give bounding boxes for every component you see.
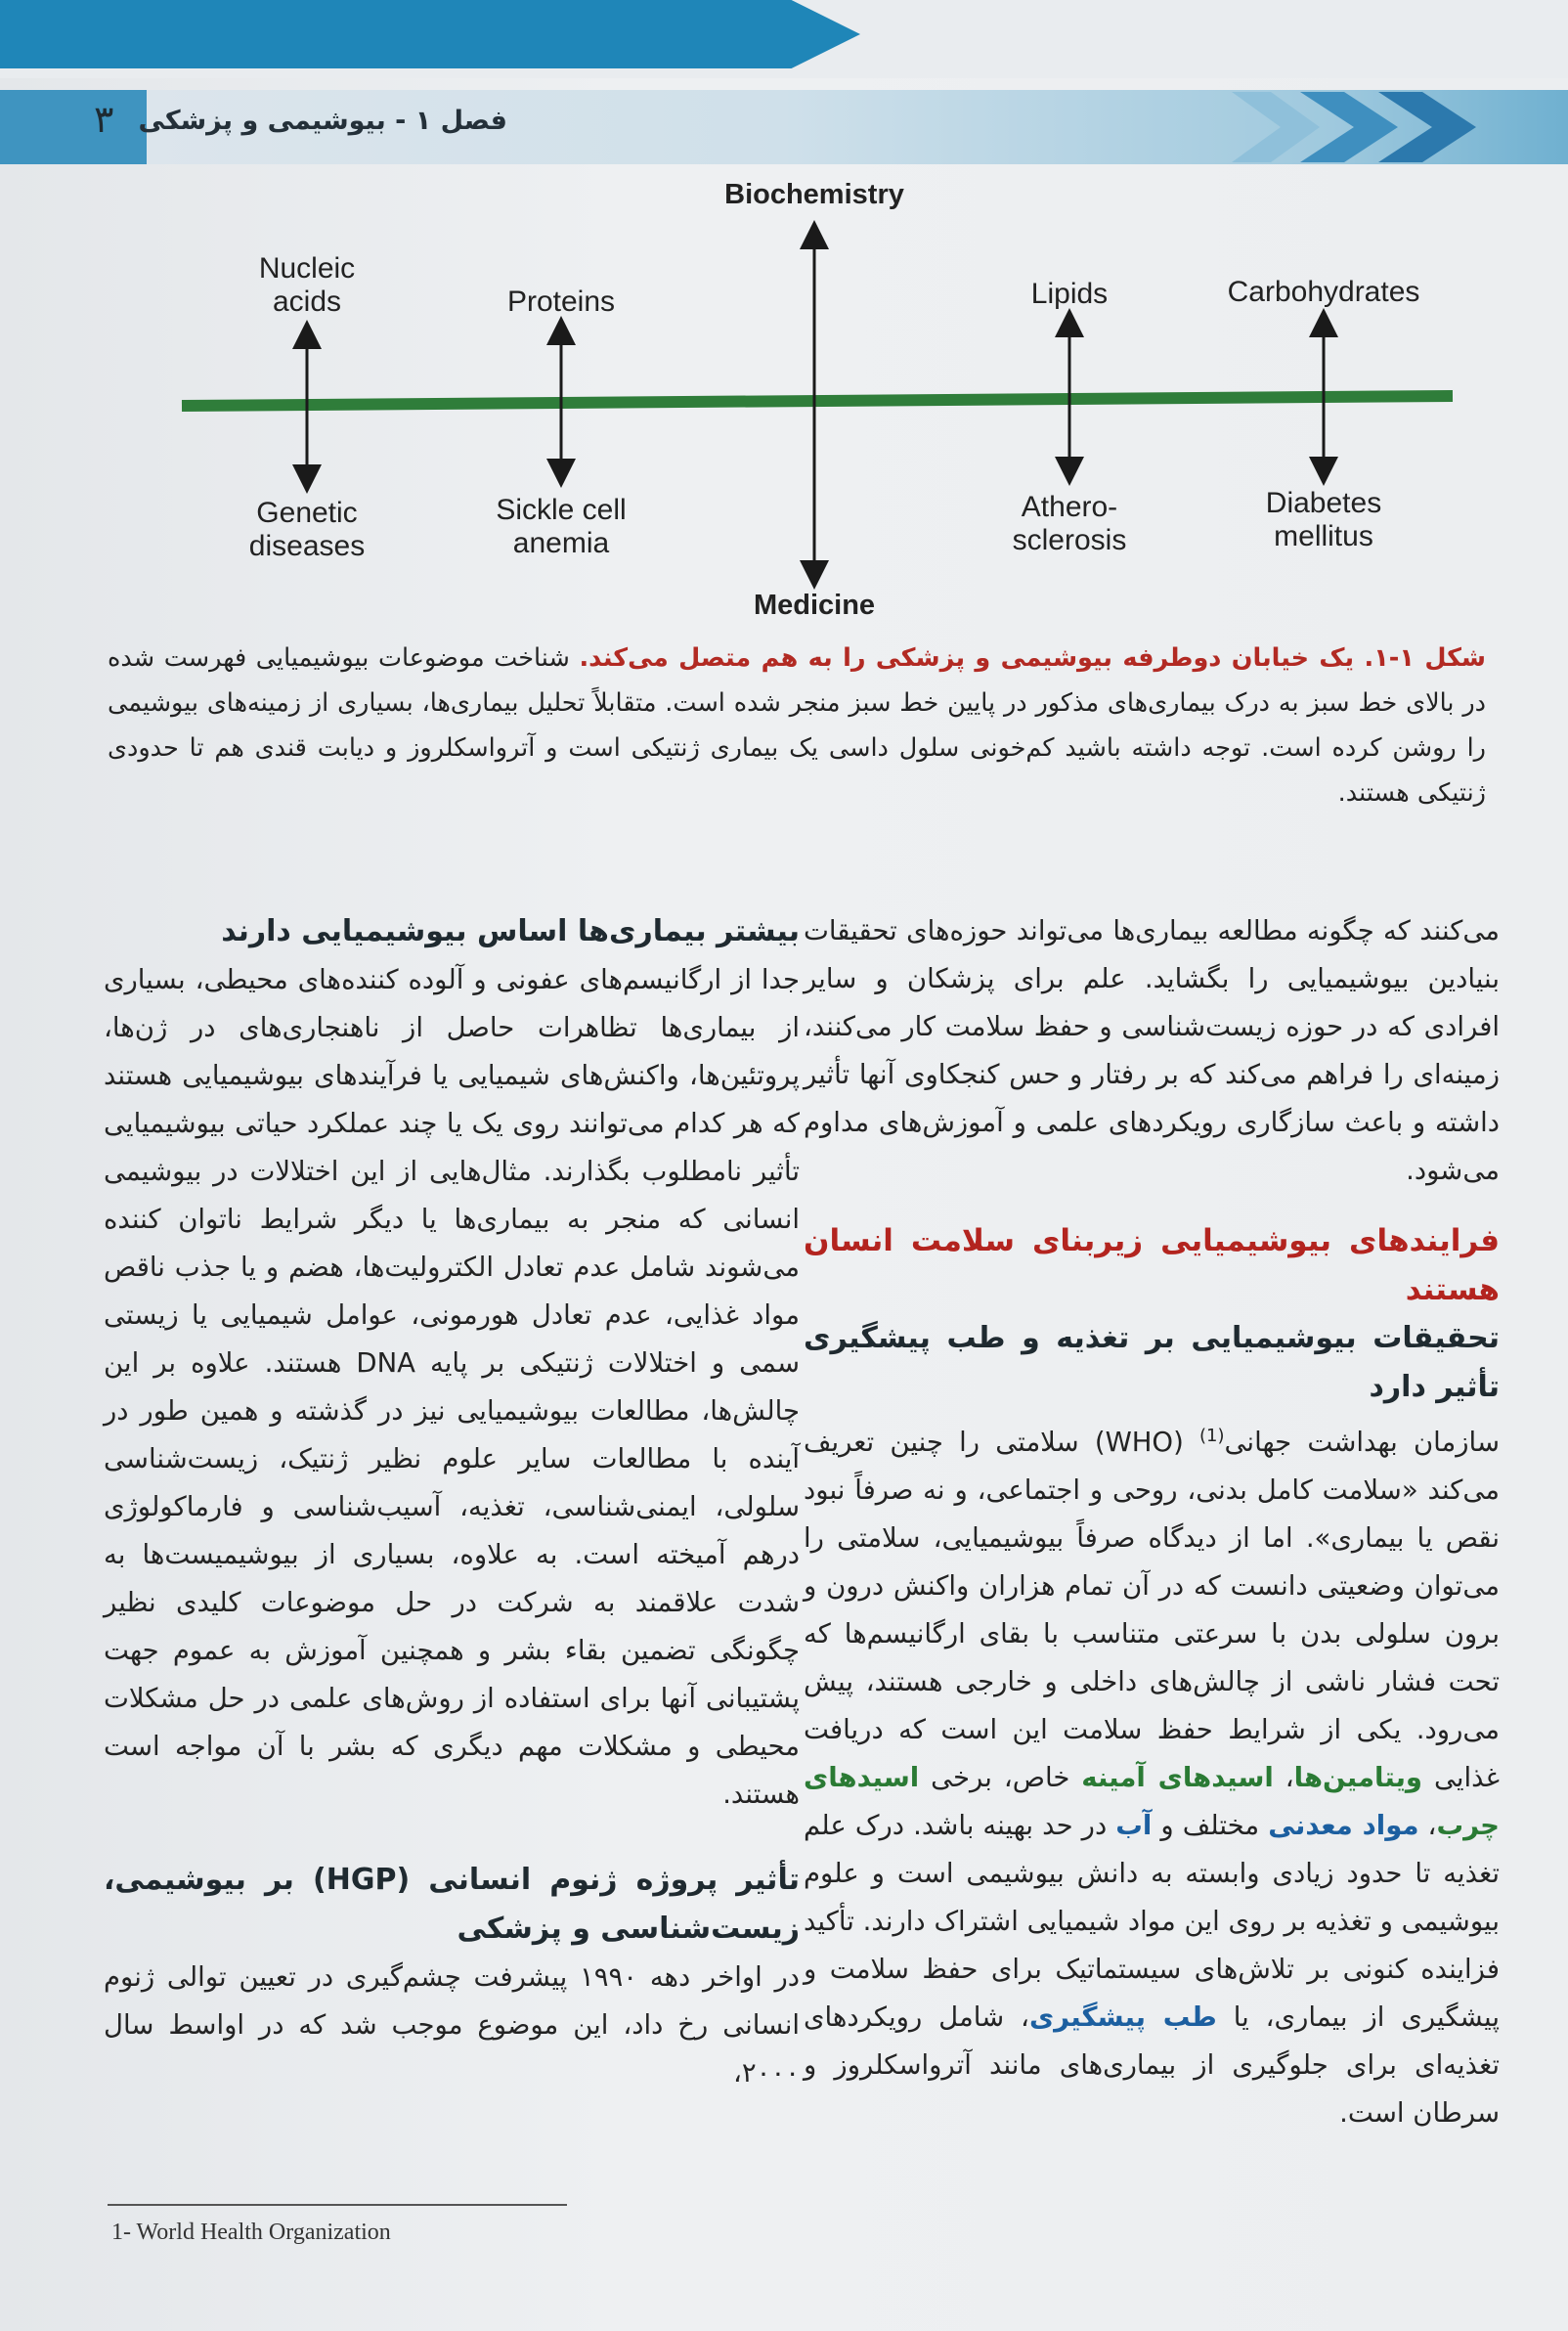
text-span: ، [1418,1810,1437,1842]
term-vitamins: ویتامین‌ها [1293,1762,1423,1794]
green-divider-line [182,396,1453,406]
caption-body: شناخت موضوعات بیوشیمیایی فهرست شده در بالای خط سبز به درک بیماری‌های مذکور در پایین خط سبز منجر شده است. متقابلاً تحلیل بیماری‌ها، بسیاری از زمینه‌های بیوشیمی را روشن کرده است. توجه داشته باشید کم‌خونی سلول داسی یک بیماری ژنتیکی است و آترواسکلروز و دیابت قندی هم تا حدودی ژنتیکی هستند. [108,643,1486,808]
right-column [804,907,1500,2137]
term-water: آب [1115,1810,1153,1842]
section-heading: تأثیر پروژه ژنوم انسانی (HGP) بر بیوشیمی، زیست‌شناسی و پزشکی [104,1863,800,1946]
diabetes-mellitus-label: Diabetes mellitus [1265,487,1382,552]
medicine-label: Medicine [753,590,876,621]
term-fatty-acids: اسیدهای چرب [804,1762,1500,1842]
paragraph [804,1412,1500,2137]
paragraph: در اواخر دهه ۱۹۹۰ پیشرفت چشم‌گیری در تعیین توالی ژنوم انسانی رخ داد، این موضوع موجب شد که در اواسط سال ۲۰۰۰، [104,1961,801,2089]
diagram-graphic [147,166,1476,636]
text-span: ، شامل رویکردهای تغذیه‌ای برای جلوگیری از بیماری‌های مانند آترواسکلروز و سرطان است. [804,2001,1500,2130]
top-arrow-banner [0,0,860,68]
text-span: خاص، برخی [919,1762,1082,1794]
subsection-heading: تحقیقات بیوشیمیایی بر تغذیه و طب پیشگیری تأثیر دارد [804,1321,1500,1404]
biochemistry-label: Biochemistry [724,179,904,210]
text-span: در حد بهینه باشد. درک علم تغذیه تا حدود زیادی وابسته به دانش بیوشیمی است و علوم بیوشیمی و تغذیه بر روی این مواد شیمیایی اشتراک دارند. تأکید فزاینده کنونی بر تلاش‌های سیستماتیک برای حفظ سلامت و پیشگیری از بیماری، یا [804,1810,1501,2034]
lipids-label: Lipids [1030,278,1109,310]
term-minerals: مواد معدنی [1268,1810,1419,1842]
paragraph: می‌کنند که چگونه مطالعه بیماری‌ها می‌تواند حوزه‌های تحقیقات بنیادین بیوشیمیایی را بگشاید. علم برای پزشکان و سایر افرادی که در حوزه زیست‌شناسی و حفظ سلامت کار می‌کنند، زمینه‌ای را فراهم می‌کند که بر رفتار و حس کنجکاوی آنها تأثیر داشته و باعث سازگاری رویکردهای علمی و آموزش‌های مداوم می‌شود. [804,915,1500,1186]
nucleic-acids-label: Nucleic acids [258,252,356,318]
footnote: 1- World Health Organization [111,2220,391,2245]
biochemistry-medicine-diagram [147,166,1476,636]
chevron-arrows-icon [1232,84,1525,172]
text-span: مختلف و [1152,1810,1269,1842]
term-preventive-medicine: طب پیشگیری [1028,2001,1217,2034]
text-span: سازمان بهداشت جهانی [1224,1427,1500,1459]
sickle-cell-anemia-label: Sickle cell anemia [496,494,627,559]
page-number: ۳ [94,98,114,141]
carbohydrates-label: Carbohydrates [1227,276,1420,308]
section-heading: فرایندهای بیوشیمیایی زیربنای سلامت انسان هستند [804,1223,1500,1307]
genetic-diseases-label: Genetic diseases [248,497,366,562]
proteins-label: Proteins [506,286,616,318]
text-span: (WHO) سلامتی را چنین تعریف می‌کند «سلامت کامل بدنی، روحی و اجتماعی، و نه صرفاً نبود نقص یا بیماری». اما از دیدگاه صرفاً بیوشیمیایی، سلامتی را می‌توان وضعیتی دانست که در آن تمام هزاران واکنش درون و برون سلولی بدن با سرعتی متناسب با بقای ارگانیسم‌ها که تحت فشار ناشی از چالش‌های داخلی و خارجی هستند، پیش می‌رود. یکی از شرایط حفظ سلامت این است که دریافت غذایی [804,1427,1500,1794]
chapter-title: فصل ۱ - بیوشیمی و پزشکی [138,106,507,136]
caption-title: شکل ۱-۱. یک خیابان دوطرفه بیوشیمی و پزشکی را به هم متصل می‌کند. [579,643,1486,673]
figure-caption [108,636,1486,815]
left-column [104,907,800,2097]
section-heading: بیشتر بیماری‌ها اساس بیوشیمیایی دارند [221,914,800,948]
paragraph: جدا از ارگانیسم‌های عفونی و آلوده کننده‌های محیطی، بسیاری از بیماری‌ها تظاهرات حاصل از ناهنجاری‌های در ژن‌ها، پروتئین‌ها، واکنش‌های شیمیایی یا فرآیندهای بیوشیمیایی هستند که هر کدام می‌توانند روی یک یا چند عملکرد حیاتی بیوشیمیایی تأثیر نامطلوب بگذارند. مثال‌هایی از این اختلالات در بیوشیمی انسانی که منجر به بیماری‌ها یا دیگر شرایط ناتوان کننده می‌شوند شامل عدم تعادل الکترولیت‌ها، هضم و یا جذب ناقص مواد غذایی، عدم تعادل هورمونی، عوامل شیمیایی یا زیستی سمی و اختلالات ژنتیکی بر پایه DNA هستند. علاوه بر این چالش‌ها، مطالعات بیوشیمیایی نیز در گذشته و همین طور در آینده با مطالعات سایر علوم نظیر ژنتیک، زیست‌شناسی سلولی، ایمنی‌شناسی، تغذیه، آسیب‌شناسی و فارماکولوژی درهم آمیخته است. به علاوه، بسیاری از بیوشیمیست‌ها به شدت علاقمند به شرکت در حل موضوعات کلیدی نظیر چگونگی تضمین بقاء بشر و همچنین آموزش به عموم جهت پشتیبانی آنها برای استفاده از روش‌های علمی در حل مشکلات محیطی و مشکلات مهم دیگری که بشر با آن مواجه است هستند. [104,964,801,1810]
atherosclerosis-label: Athero- sclerosis [1012,491,1127,556]
text-span: ، [1273,1762,1294,1794]
term-amino-acids: اسیدهای آمینه [1081,1762,1274,1794]
footnote-marker: (1) [1199,1426,1225,1446]
footnote-divider [108,2204,567,2206]
